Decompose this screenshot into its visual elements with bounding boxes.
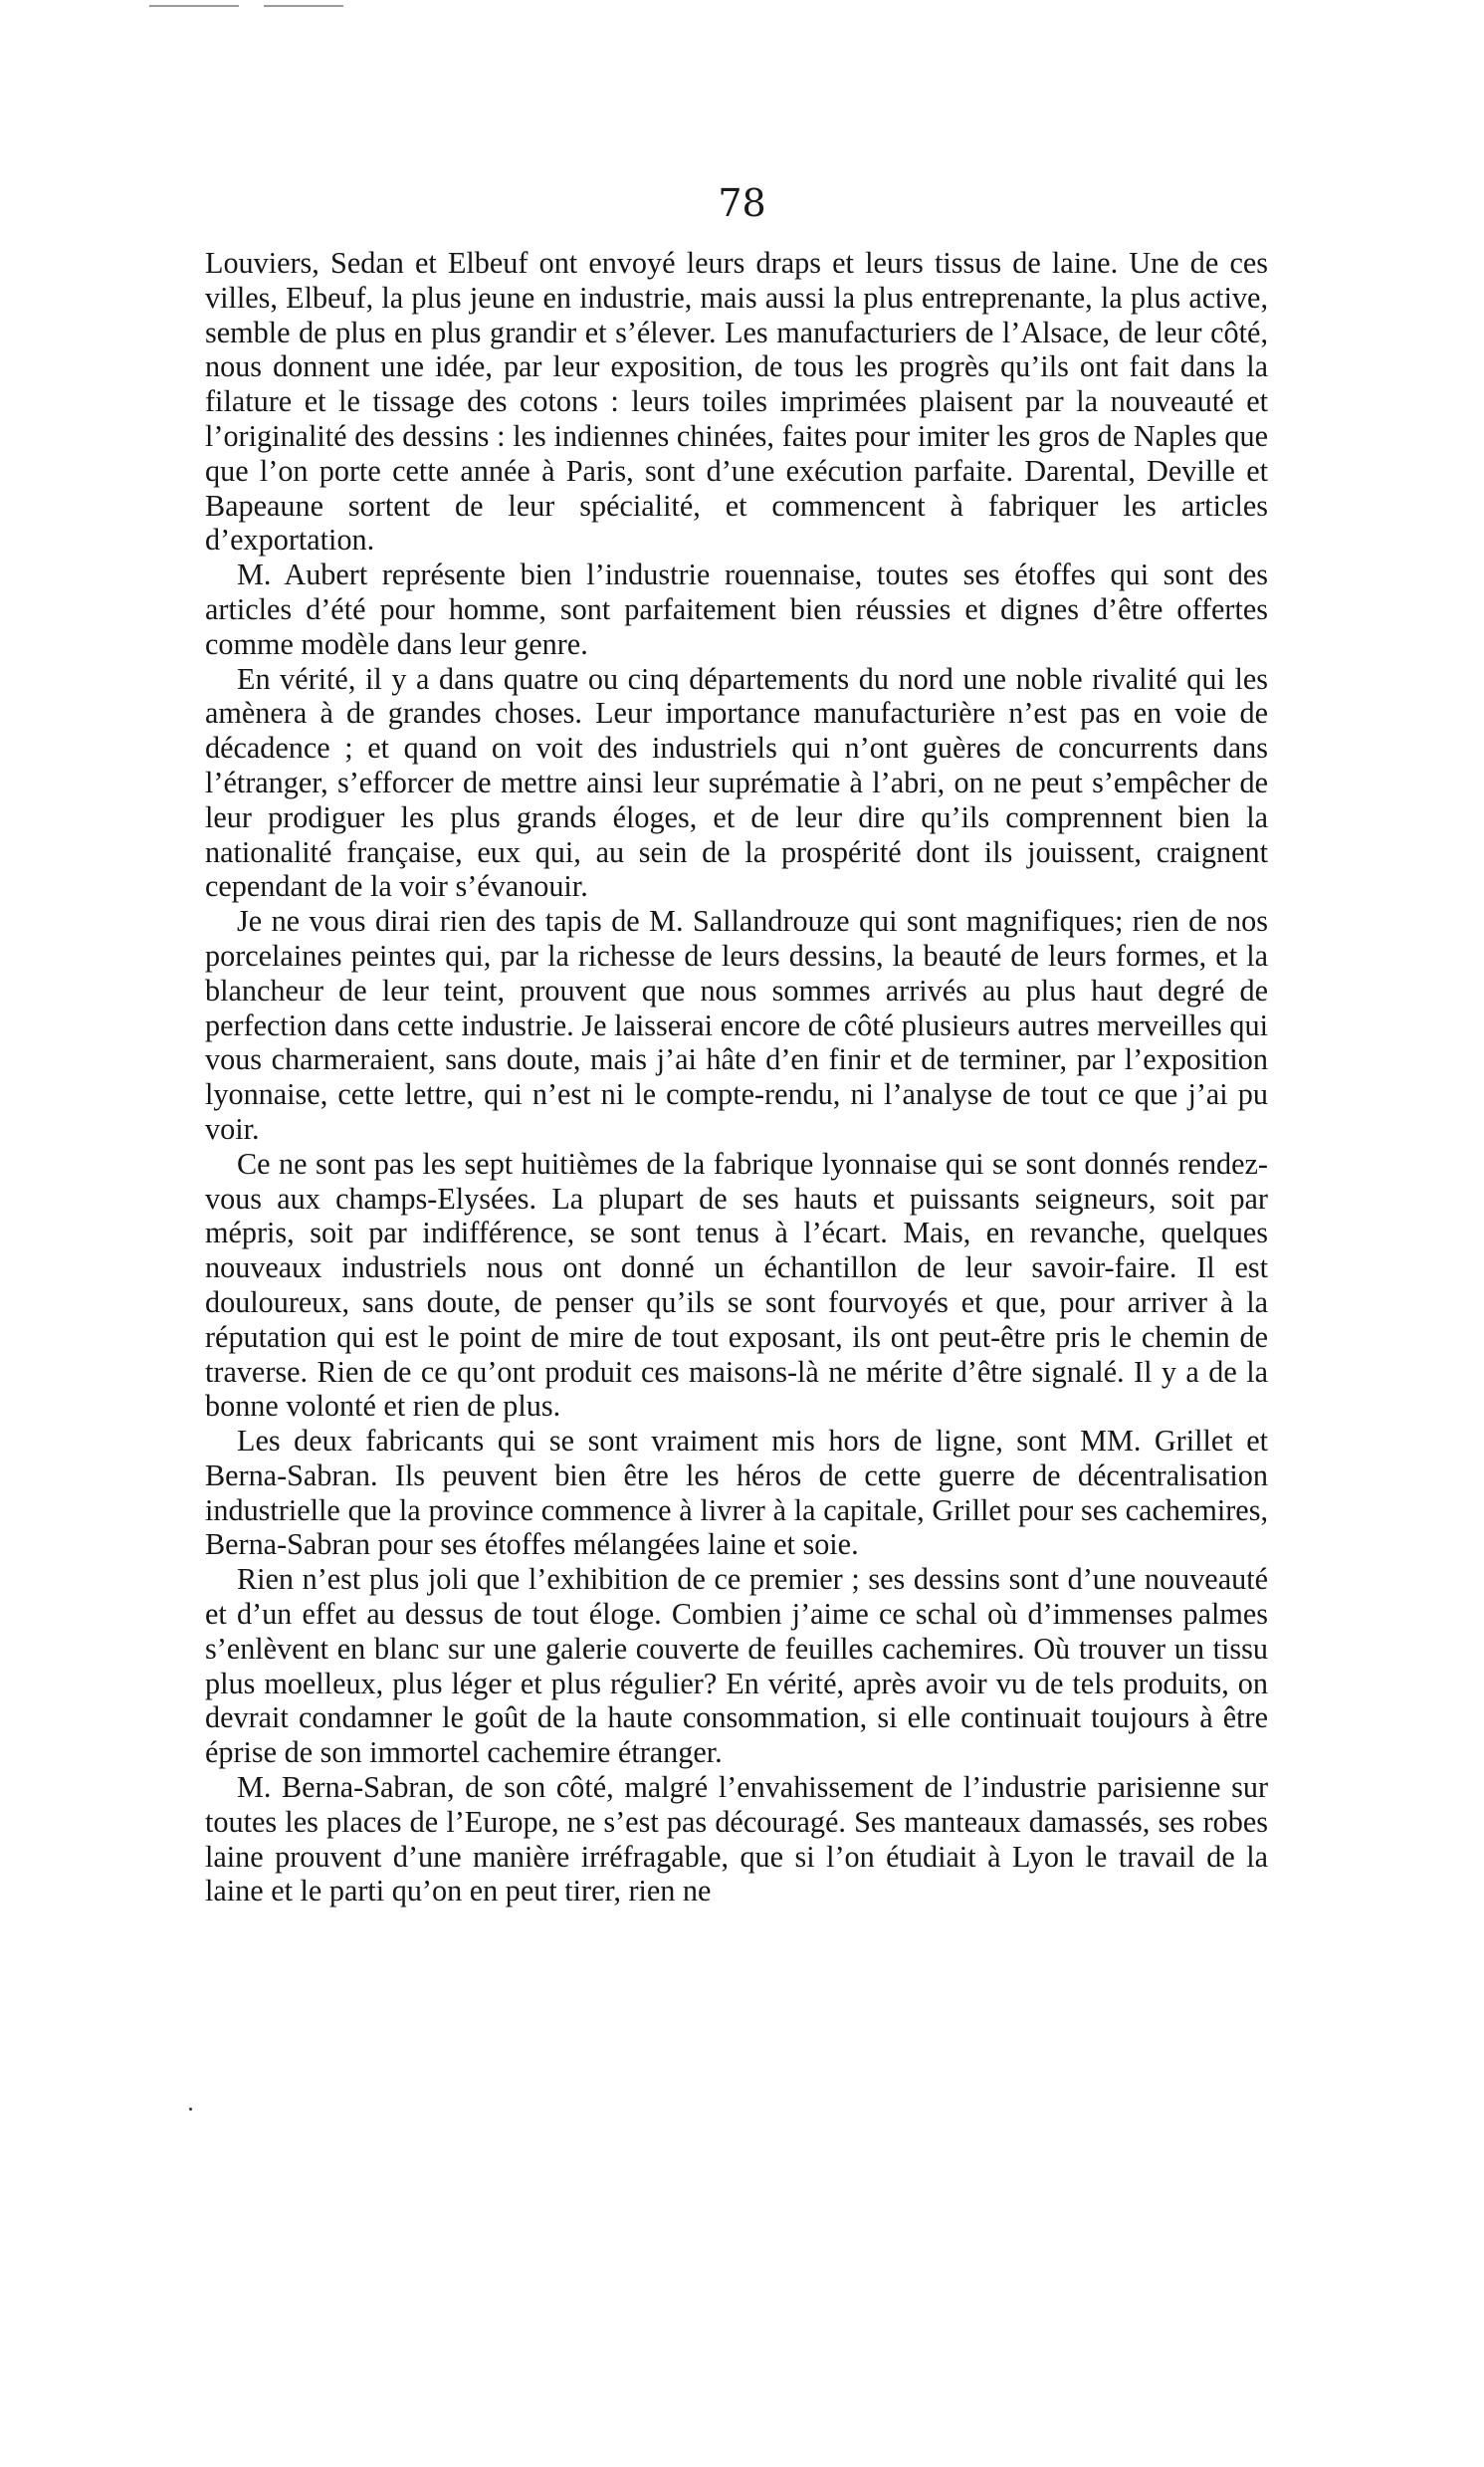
paragraph-7: Rien n’est plus joli que l’exhibition de ce premier ; ses dessins sont d’une nouveauté et d’un effet au dessus de tout éloge. Combien j’aime ce schal où d’immenses palmes s’enlèvent en blanc sur une galerie couverte de feuilles cachemires. Où trouver un tissu plus moelleux, plus léger et plus régulier? En vérité, après avoir vu de tels produits, on devrait condamner le goût de la haute consommation, si elle continuait toujours à être éprise de son immortel cachemire étranger. [205,1562,1268,1770]
paragraph-2: M. Aubert représente bien l’industrie rouennaise, toutes ses étoffes qui sont des articles d’été pour homme, sont parfaitement bien réussies et dignes d’être offertes comme modèle dans leur genre. [205,558,1268,661]
paragraph-5: Ce ne sont pas les sept huitièmes de la fabrique lyonnaise qui se sont donnés rendez-vous aux champs-Elysées. La plupart de ses hauts et puissants seigneurs, soit par mépris, soit par indifférence, se sont tenus à l’écart. Mais, en revanche, quelques nouveaux industriels nous ont donné un échantillon de leur savoir-faire. Il est douloureux, sans doute, de penser qu’ils se sont fourvoyés et que, pour arriver à la réputation qui est le point de mire de tout exposant, ils ont peut-être pris le chemin de traverse. Rien de ce qu’ont produit ces maisons-là ne mérite d’être signalé. Il y a de la bonne volonté et rien de plus. [205,1146,1268,1424]
paragraph-8: M. Berna-Sabran, de son côté, malgré l’envahissement de l’industrie parisienne sur toutes les places de l’Europe, ne s’est pas découragé. Ses manteaux damassés, ses robes laine prouvent d’une manière irréfragable, que si l’on étudiait à Lyon le travail de la laine et le parti qu’on en peut tirer, rien ne [205,1770,1268,1908]
top-rule-left [149,5,239,7]
top-rule-right [264,5,343,7]
stray-ink-mark [189,2108,192,2111]
paragraph-1: Louviers, Sedan et Elbeuf ont envoyé leurs draps et leurs tissus de laine. Une de ces villes, Elbeuf, la plus jeune en industrie, mais aussi la plus entreprenante, la plus active, semble de plus en plus grandir et s’élever. Les manufacturiers de l’Alsace, de leur côté, nous donnent une idée, par leur exposition, de tous les progrès qu’ils ont fait dans la filature et le tissage des cotons : leurs toiles imprimées plaisent par la nouveauté et l’originalité des dessins : les indiennes chinées, faites pour imiter les gros de Naples que que l’on porte cette année à Paris, sont d’une exécution parfaite. Darental, Deville et Bapeaune sortent de leur spécialité, et commencent à fabriquer les articles d’exportation. [205,246,1268,558]
body-text [205,246,1268,1908]
paragraph-6: Les deux fabricants qui se sont vraiment mis hors de ligne, sont MM. Grillet et Berna-Sabran. Ils peuvent bien être les héros de cette guerre de décentralisation industrielle que la province commence à livrer à la capitale, Grillet pour ses cachemires, Berna-Sabran pour ses étoffes mélangées laine et soie. [205,1424,1268,1562]
page-number: 78 [718,181,766,225]
paragraph-4: Je ne vous dirai rien des tapis de M. Sallandrouze qui sont magnifiques; rien de nos porcelaines peintes qui, par la richesse de leurs dessins, la beauté de leurs formes, et la blancheur de leur teint, prouvent que nous sommes arrivés au plus haut degré de perfection dans cette industrie. Je laisserai encore de côté plusieurs autres merveilles qui vous charmeraient, sans doute, mais j’ai hâte d’en finir et de terminer, par l’exposition lyonnaise, cette lettre, qui n’est ni le compte-rendu, ni l’analyse de tout ce que j’ai pu voir. [205,904,1268,1146]
paragraph-3: En vérité, il y a dans quatre ou cinq départements du nord une noble rivalité qui les amènera à de grandes choses. Leur importance manufacturière n’est pas en voie de décadence ; et quand on voit des industriels qui n’ont guères de concurrents dans l’étranger, s’efforcer de mettre ainsi leur suprématie à l’abri, on ne peut s’empêcher de leur prodiguer les plus grands éloges, et de leur dire qu’ils comprennent bien la nationalité française, eux qui, au sein de la prospérité dont ils jouissent, craignent cependant de la voir s’évanouir. [205,661,1268,904]
